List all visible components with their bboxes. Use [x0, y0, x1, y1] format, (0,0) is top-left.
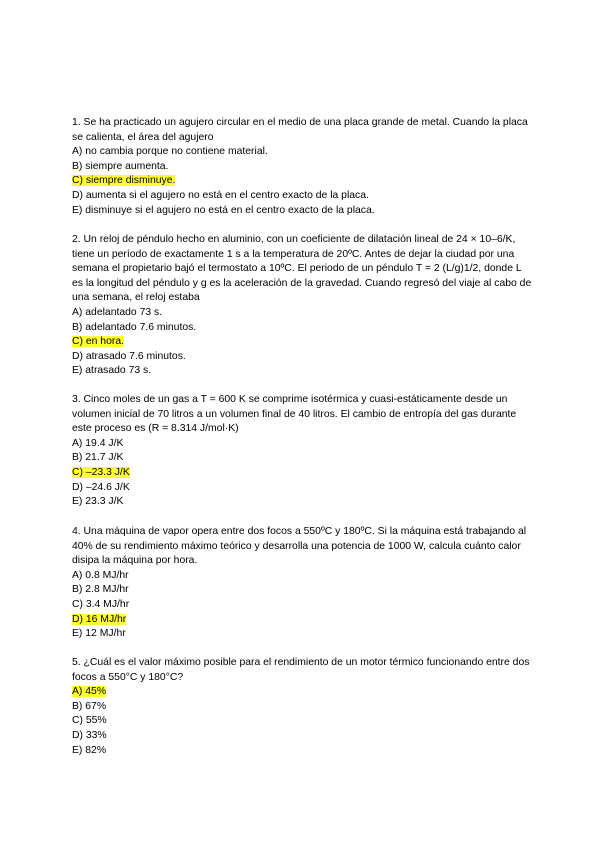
question-3-option-d: D) –24.6 J/K: [72, 481, 130, 493]
question-3-option-b: B) 21.7 J/K: [72, 452, 124, 464]
question-3-option-a: A) 19.4 J/K: [72, 437, 124, 449]
question-1-option-a: A) no cambia porque no contiene material.: [72, 146, 268, 158]
question-4-option-a: A) 0.8 MJ/hr: [72, 569, 129, 581]
question-4-option-b: B) 2.8 MJ/hr: [72, 584, 129, 596]
question-5-option-c: C) 55%: [72, 715, 107, 727]
question-4-option-d-highlighted: D) 16 MJ/hr: [72, 613, 127, 625]
question-4-option-e: E) 12 MJ/hr: [72, 628, 126, 640]
question-4-stem: 4. Una máquina de vapor opera entre dos focos a 550ºC y 180ºC. Si la máquina está trabajando al 40% de su rendimiento máximo teórico y desarrolla una potencia de 1000 W, calcula cuánto calor disipa la máquina por hora.: [72, 526, 527, 567]
question-2-stem: 2. Un reloj de péndulo hecho en aluminio, con un coeficiente de dilatación lineal de 24 × 10–6/K, tiene un período de exactamente 1 s a la temperatura de 20ºC. Antes de dejar la ciudad por una semana el propietario bajó el termostato a 10ºC. El periodo de un péndulo T = 2 (L/g)1/2, donde L es la longitud del péndulo y g es la aceleración de la gravedad. Cuando regresó del viaje al cabo de una semana, el reloj estaba: [72, 234, 532, 304]
question-3-option-c-highlighted: C) –23.3 J/K: [72, 466, 130, 478]
question-3-stem: 3. Cinco moles de un gas a T = 600 K se comprime isotérmica y cuasi-estáticamente desde un volumen inicial de 70 litros a un volumen final de 40 litros. El cambio de entropía del gas durante este proceso es (R = 8.314 J/mol·K): [72, 394, 517, 435]
question-5: [72, 656, 532, 758]
question-4-option-c: C) 3.4 MJ/hr: [72, 598, 130, 610]
question-2-option-d: D) atrasado 7.6 minutos.: [72, 350, 186, 362]
question-2: [72, 233, 532, 379]
question-2-option-c-highlighted: C) en hora.: [72, 336, 124, 348]
question-5-option-a-highlighted: A) 45%: [72, 686, 107, 698]
question-3: [72, 393, 532, 510]
question-2-option-a: A) adelantado 73 s.: [72, 306, 163, 318]
question-4: [72, 525, 532, 642]
question-3-option-e: E) 23.3 J/K: [72, 496, 124, 508]
question-1-option-c-highlighted: C) siempre disminuye.: [72, 175, 176, 187]
question-1-stem: 1. Se ha practicado un agujero circular en el medio de una placa grande de metal. Cuando la placa se calienta, el área del agujero: [72, 117, 528, 143]
question-1-option-b: B) siempre aumenta.: [72, 160, 169, 172]
question-2-option-b: B) adelantado 7.6 minutos.: [72, 321, 197, 333]
question-5-option-b: B) 67%: [72, 700, 107, 712]
question-2-option-e: E) atrasado 73 s.: [72, 365, 152, 377]
question-5-option-e: E) 82%: [72, 744, 107, 756]
question-1-option-e: E) disminuye si el agujero no está en el centro exacto de la placa.: [72, 204, 375, 216]
question-1: [72, 116, 532, 218]
question-5-option-d: D) 33%: [72, 729, 107, 741]
question-5-stem: 5. ¿Cuál es el valor máximo posible para el rendimiento de un motor térmico funcionando entre dos focos a 550°C y 180°C?: [72, 657, 530, 683]
question-1-option-d: D) aumenta si el agujero no está en el centro exacto de la placa.: [72, 189, 369, 201]
